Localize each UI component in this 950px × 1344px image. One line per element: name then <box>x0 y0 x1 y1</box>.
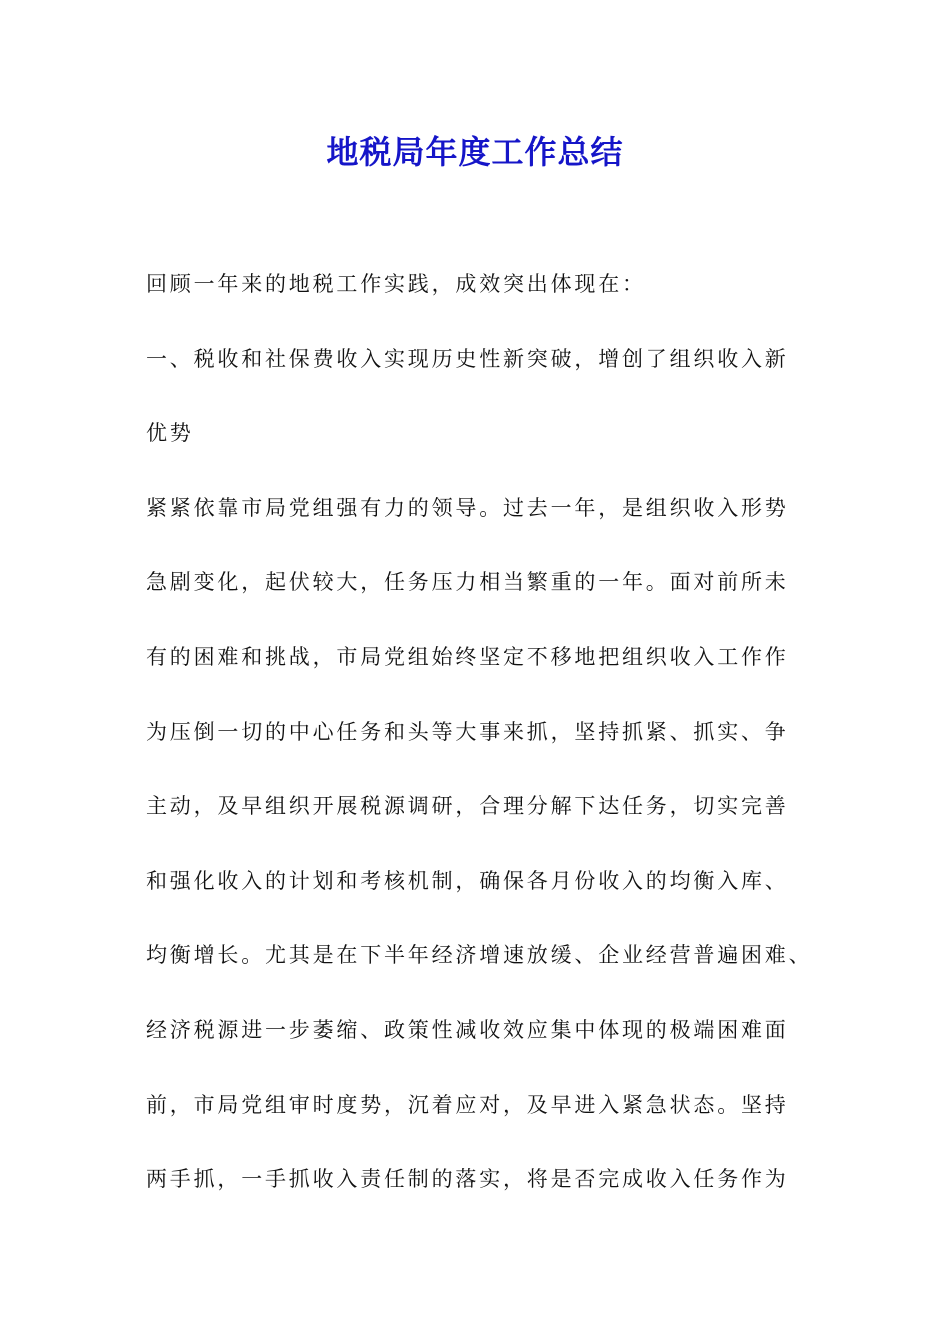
section-heading-line-1: 一、税收和社保费收入实现历史性新突破，增创了组织收入新 <box>146 346 789 371</box>
paragraph-line: 和强化收入的计划和考核机制，确保各月份收入的均衡入库、 <box>146 868 789 893</box>
paragraph-line: 有的困难和挑战，市局党组始终坚定不移地把组织收入工作作 <box>146 644 789 669</box>
paragraph-line: 前，市局党组审时度势，沉着应对，及早进入紧急状态。坚持 <box>146 1092 789 1117</box>
document-title: 地税局年度工作总结 <box>326 133 624 171</box>
paragraph-line: 两手抓，一手抓收入责任制的落实，将是否完成收入任务作为 <box>146 1167 789 1192</box>
paragraph-line: 紧紧依靠市局党组强有力的领导。过去一年，是组织收入形势 <box>146 495 789 520</box>
paragraph-line: 为压倒一切的中心任务和头等大事来抓，坚持抓紧、抓实、争 <box>146 719 789 744</box>
paragraph-line: 均衡增长。尤其是在下半年经济增速放缓、企业经营普遍困难、 <box>146 943 813 968</box>
document-body <box>146 262 836 1232</box>
paragraph-line: 主动，及早组织开展税源调研，合理分解下达任务，切实完善 <box>146 794 789 819</box>
body-line-intro: 回顾一年来的地税工作实践，成效突出体现在： <box>146 272 646 296</box>
paragraph-line: 急剧变化，起伏较大，任务压力相当繁重的一年。面对前所未 <box>146 570 789 595</box>
section-heading-line-2: 优势 <box>146 421 194 446</box>
paragraph-line: 经济税源进一步萎缩、政策性减收效应集中体现的极端困难面 <box>146 1017 789 1042</box>
